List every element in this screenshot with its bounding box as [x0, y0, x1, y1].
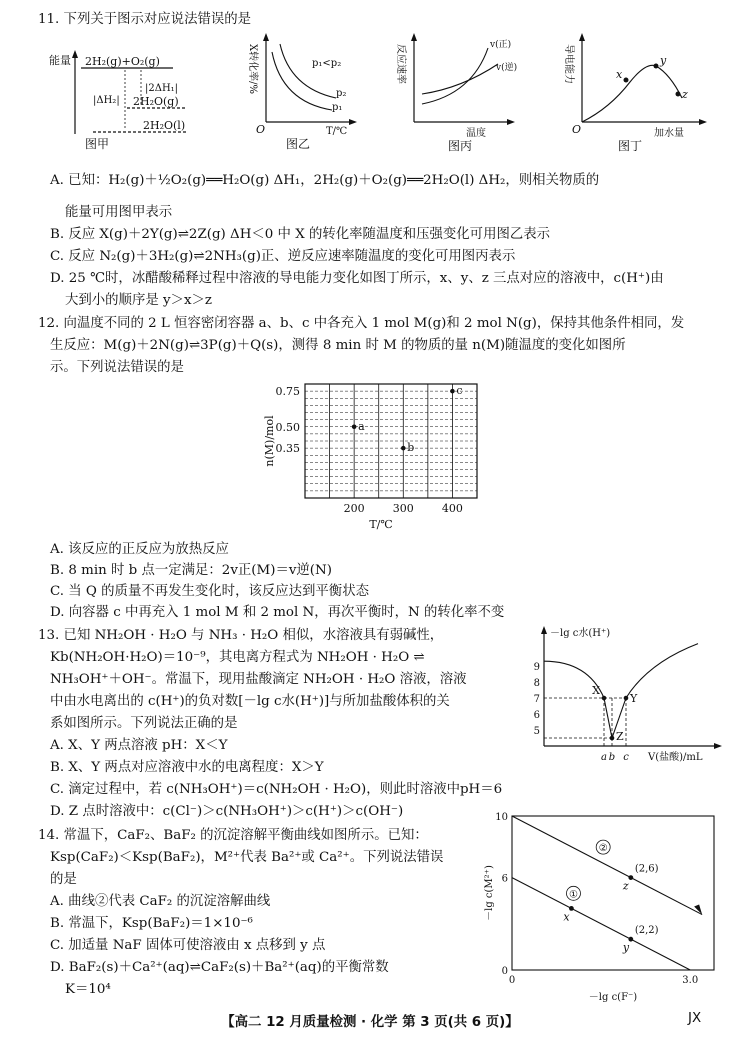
q13-line4: 中由水电离出的 c(H⁺)的负对数[－lg c水(H⁺)]与所加盐酸体积的关 [50, 694, 450, 709]
fig-jia [45, 34, 195, 152]
fig-ding-z: z [682, 88, 688, 101]
q13-option-b: B. X、Y 两点对应溶液中水的电离程度：X＞Y [50, 760, 324, 775]
titration-curve [544, 644, 698, 738]
q13-line1: 13. 已知 NH₂OH · H₂O 与 NH₃ · H₂O 相似，水溶液具有弱碱性， [38, 628, 444, 643]
fig-yi-x-label: T/℃ [326, 126, 348, 137]
point-x [624, 78, 629, 83]
fig-jia-caption: 图甲 [85, 137, 110, 151]
y-tick-label: 6 [533, 710, 540, 721]
y-tick-label: 6 [501, 873, 508, 885]
fig-bing-v1: v(正) [490, 40, 512, 50]
point-y [654, 64, 659, 69]
x-axis-label: T/℃ [369, 518, 393, 531]
q14-line3: 的是 [50, 872, 77, 887]
fig-jia-y-label: 能量 [49, 54, 71, 67]
x-axis-label: －lg c(F⁻) [588, 992, 638, 1003]
fig-yi-y-label: X转化率/% [247, 44, 258, 94]
y-tick-label: 0.75 [275, 385, 300, 399]
fig-yi-caption: 图乙 [286, 137, 311, 151]
x-tick-label: c [623, 752, 629, 763]
fig-jia-dh: |ΔH₂| [93, 95, 120, 106]
data-label-Y: Y [630, 692, 638, 705]
series-line-2 [512, 816, 702, 915]
q12-option-d: D. 向容器 c 中再充入 1 mol M 和 2 mol N，再次平衡时，N 的转化率不变 [50, 605, 505, 620]
series-name-2: ② [598, 843, 608, 855]
fig-ding-x: x [616, 68, 623, 81]
x-tick-label: 200 [343, 502, 365, 515]
q11-option-c: C. 反应 N₂(g)＋3H₂(g)⇌2NH₃(g)正、逆反应速率随温度的变化可用图丙表示 [50, 249, 516, 264]
y-tick-label: 5 [533, 726, 540, 737]
q14-line2: Ksp(CaF₂)＜Ksp(BaF₂)，M²⁺代表 Ba²⁺或 Ca²⁺。下列说法错误 [50, 850, 444, 865]
q11-option-d-line2: 大到小的顺序是 y＞x＞z [65, 293, 212, 308]
q12-option-b: B. 8 min 时 b 点一定满足：2v正(M)＝v逆(N) [50, 563, 332, 578]
fig-ding [560, 30, 710, 152]
fig-bing [392, 30, 522, 152]
fig-ding-caption: 图丁 [618, 139, 643, 152]
x-tick-label: a [601, 752, 607, 763]
fig-yi-note: p₁<p₂ [312, 58, 342, 69]
fig-yi-origin: O [256, 123, 266, 136]
data-point-a [352, 424, 357, 429]
q13-option-c: C. 滴定过程中，若 c(NH₃OH⁺)＝c(NH₂OH · H₂O)，则此时溶液中pH＝6 [50, 782, 503, 797]
q14-line1: 14. 常温下，CaF₂、BaF₂ 的沉淀溶解平衡曲线如图所示。已知： [38, 828, 428, 843]
data-label-z: z [622, 879, 629, 893]
x-tick-label: b [608, 752, 616, 763]
data-label-b: b [407, 441, 415, 455]
data-point-X [602, 696, 607, 701]
y-tick-label: 7 [533, 694, 540, 705]
y-tick-label: 0.50 [275, 420, 300, 434]
page-footer: 【高二 12 月质量检测 · 化学 第 3 页(共 6 页)】 [221, 1015, 519, 1030]
data-point-x [569, 906, 574, 911]
x-tick-label: 3.0 [682, 975, 699, 986]
footer-code: JX [688, 1011, 702, 1026]
data-label-x: x [563, 910, 570, 924]
point-z [676, 92, 681, 97]
fig-ding-y-label: 导电能力 [563, 44, 574, 84]
q14-option-d-line2: K＝10⁴ [65, 982, 111, 997]
q13-option-a: A. X、Y 两点溶液 pH：X＜Y [50, 738, 228, 753]
q12-stem-line2: 生反应：M(g)＋2N(g)⇌3P(g)＋Q(s)，测得 8 min 时 M 的物质的量 n(M)随温度的变化如图所 [50, 338, 626, 353]
q12-option-a: A. 该反应的正反应为放热反应 [50, 542, 229, 557]
y-axis-arrow [541, 626, 547, 634]
data-label-c: c [456, 384, 463, 398]
fig-yi [240, 30, 360, 152]
y-axis-label: －lg c(M²⁺) [484, 865, 495, 921]
fig-jia-level1: 2H₂(g)+O₂(g) [85, 55, 160, 68]
q11-stem: 11. 下列关于图示对应说法错误的是 [38, 12, 252, 27]
data-point-Y [624, 696, 629, 701]
fig-bing-y-label: 反应速率 [395, 44, 406, 84]
data-label-X: X [592, 684, 600, 697]
y-tick-label: 0 [501, 966, 508, 977]
x-tick-label: 400 [441, 502, 463, 515]
q14-chart [478, 808, 728, 1004]
y-tick-label: 8 [533, 678, 540, 689]
fig-yi-p2: p₂ [336, 88, 347, 99]
q11-option-a-line1: A. 已知：H₂(g)＋½O₂(g)══H₂O(g) ΔH₁，2H₂(g)＋O₂(g)══2H₂O(l) ΔH₂，则相关物质的 [50, 173, 600, 188]
q14-option-b: B. 常温下，Ksp(BaF₂)＝1×10⁻⁶ [50, 916, 253, 931]
q12-stem-line1: 12. 向温度不同的 2 L 恒容密闭容器 a、b、c 中各充入 1 mol M(g)和 2 mol N(g)，保持其他条件相同，发 [38, 316, 685, 331]
q13-option-d: D. Z 点时溶液中：c(Cl⁻)＞c(NH₃OH⁺)＞c(H⁺)＞c(OH⁻) [50, 804, 404, 819]
data-label-a: a [358, 419, 365, 433]
data-point-c [450, 389, 455, 394]
q13-line3: NH₃OH⁺＋OH⁻。常温下，现用盐酸滴定 NH₂OH · H₂O 溶液，溶液 [50, 672, 467, 687]
y-axis-label: －lg c水(H⁺) [550, 628, 611, 639]
fig-ding-y: y [660, 54, 667, 67]
x-tick-label: 0 [508, 975, 516, 986]
curve-p2 [280, 44, 336, 98]
q12-chart [255, 376, 485, 536]
data-point-Z [610, 736, 615, 741]
data-coord-y: (2,2) [634, 925, 659, 937]
data-label-y: y [622, 941, 630, 955]
q13-chart [528, 622, 728, 782]
data-point-b [401, 446, 406, 451]
data-point-y [628, 937, 633, 942]
conductivity-curve [582, 65, 682, 122]
q11-option-d-line1: D. 25 ℃时，冰醋酸稀释过程中溶液的导电能力变化如图丁所示，x、y、z 三点对应的溶液中，c(H⁺)由 [50, 271, 664, 286]
fig-jia-level3: 2H₂O(l) [143, 119, 186, 132]
series-name-1: ① [568, 889, 578, 901]
x-tick-label: 300 [392, 502, 414, 515]
q12-option-c: C. 当 Q 的质量不再发生变化时，该反应达到平衡状态 [50, 584, 369, 599]
fig-bing-x-label: 温度 [466, 128, 486, 139]
x-axis-label: V(盐酸)/mL [648, 752, 703, 763]
q14-option-c: C. 加适量 NaF 固体可使溶液由 x 点移到 y 点 [50, 938, 326, 953]
y-tick-label: 0.35 [275, 442, 300, 456]
fig-bing-v2: v(逆) [496, 63, 518, 73]
q11-option-a-line2: 能量可用图甲表示 [65, 205, 173, 220]
curve-v-reverse [422, 64, 498, 94]
y-tick-label: 9 [533, 662, 540, 673]
y-tick-label: 10 [495, 812, 508, 823]
fig-jia-level2: 2H₂O(g) [133, 95, 179, 108]
fig-ding-x-label: 加水量 [654, 128, 684, 139]
fig-bing-caption: 图丙 [448, 139, 473, 152]
data-label-Z: Z [616, 730, 624, 743]
q14-option-d-line1: D. BaF₂(s)＋Ca²⁺(aq)⇌CaF₂(s)＋Ba²⁺(aq)的平衡常数 [50, 960, 389, 975]
data-point-z [628, 875, 633, 880]
y-axis-label: n(M)/mol [263, 415, 276, 467]
q13-line2: Kb(NH₂OH·H₂O)＝10⁻⁹，其电离方程式为 NH₂OH · H₂O ⇌ [50, 650, 425, 665]
x-axis-arrow [714, 743, 722, 749]
fig-yi-p1: p₁ [332, 102, 343, 113]
data-coord-z: (2,6) [634, 863, 659, 875]
fig-jia-dh-two: |2ΔH₁| [145, 83, 179, 94]
q12-stem-line3: 示。下列说法错误的是 [50, 360, 184, 375]
fig-ding-origin: O [572, 123, 582, 136]
q11-option-b: B. 反应 X(g)＋2Y(g)⇌2Z(g) ΔH＜0 中 X 的转化率随温度和压强变化可用图乙表示 [50, 227, 551, 242]
series-line-1 [512, 878, 690, 970]
q14-option-a: A. 曲线②代表 CaF₂ 的沉淀溶解曲线 [50, 894, 271, 909]
q13-line5: 系如图所示。下列说法正确的是 [50, 716, 238, 731]
